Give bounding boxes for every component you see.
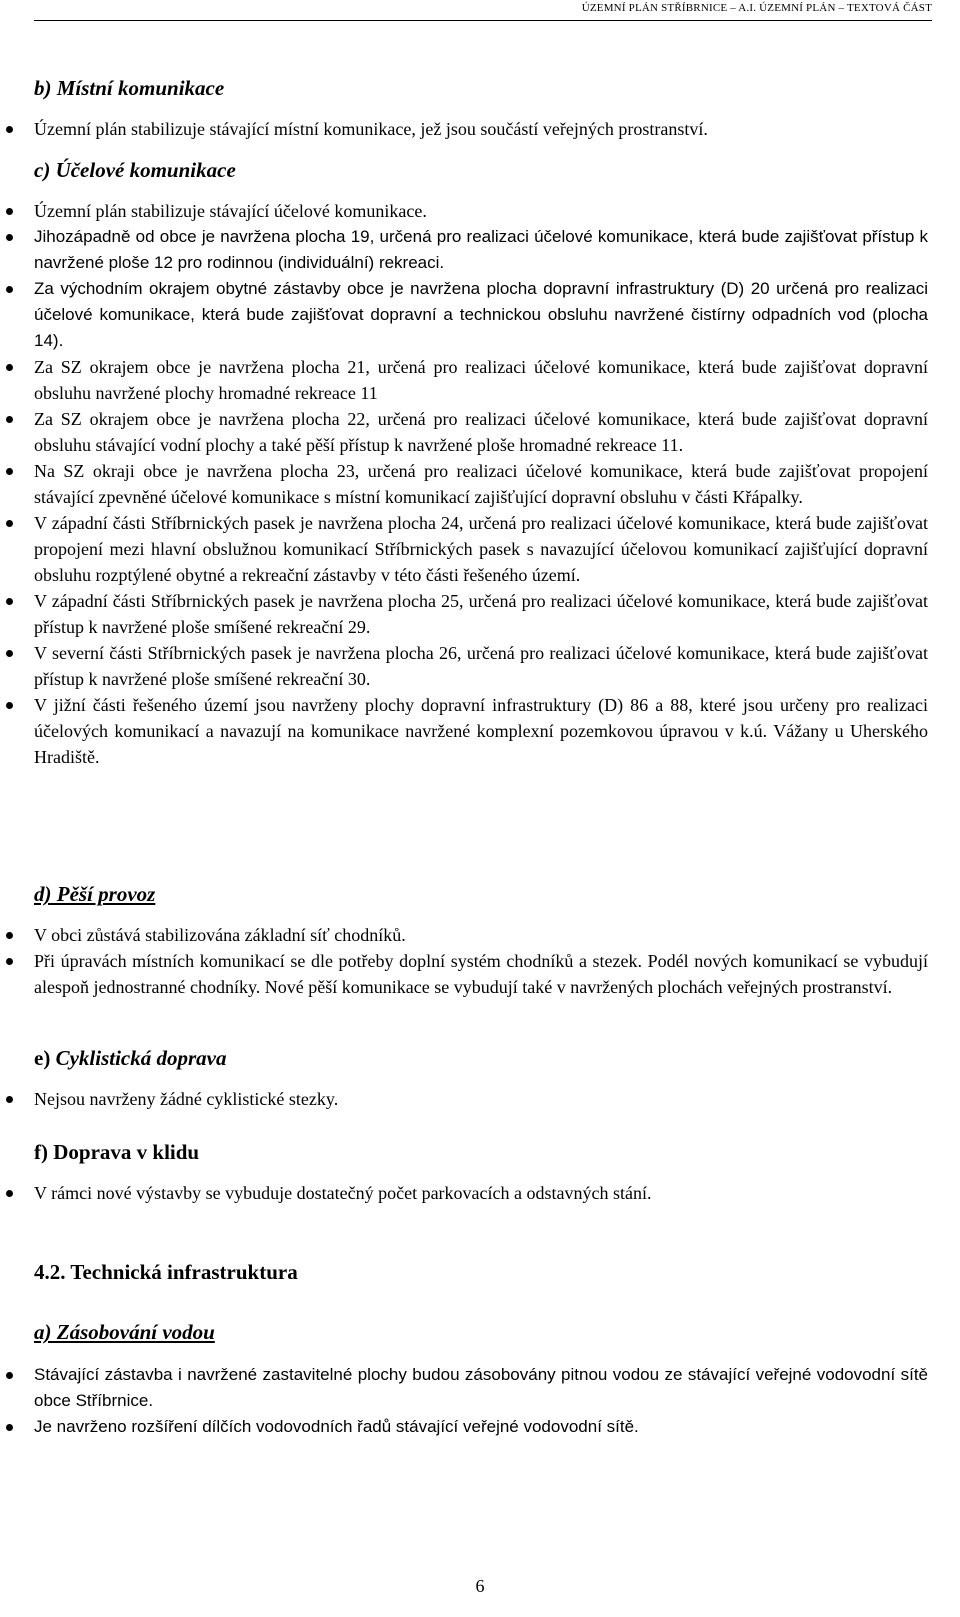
bullet-icon: [6, 416, 13, 423]
list-item: V obci zůstává stabilizována základní síť chodníků.: [34, 922, 928, 948]
bullet-icon: [6, 958, 13, 965]
section-b-title: b) Místní komunikace: [34, 76, 225, 100]
section-tech-title: 4.2. Technická infrastruktura: [34, 1260, 298, 1284]
section-d: [34, 880, 928, 908]
section-water-title: a) Zásobování vodou: [34, 1320, 215, 1344]
section-b: [34, 74, 928, 102]
section-f-title: f) Doprava v klidu: [34, 1140, 200, 1164]
list-item: Nejsou navrženy žádné cyklistické stezky.: [34, 1086, 928, 1112]
list-item: V rámci nové výstavby se vybuduje dostatečný počet parkovacích a odstavných stání.: [34, 1180, 928, 1206]
section-water-list: [34, 1362, 928, 1440]
list-item: Při úpravách místních komunikací se dle potřeby doplní systém chodníků a stezek. Podél nových komunikací se vybudují alespoň jednostranné chodníky. Nové pěší komunikace se vybudují také v navržených plochách veřejných prostranství.: [34, 948, 928, 1000]
bullet-icon: [6, 208, 13, 215]
bullet-icon: [6, 364, 13, 371]
section-c-title: c) Účelové komunikace: [34, 158, 236, 182]
bullet-icon: [6, 126, 13, 133]
section-water: [34, 1318, 928, 1346]
bullet-icon: [6, 932, 13, 939]
section-c-list: [34, 198, 928, 770]
bullet-icon: [6, 1190, 13, 1197]
bullet-icon: [6, 1096, 13, 1103]
list-item: V západní části Stříbrnických pasek je navržena plocha 25, určená pro realizaci účelové komunikace, která bude zajišťovat přístup k navržené ploše smíšené rekreační 29.: [34, 588, 928, 640]
header-rule: [34, 20, 932, 21]
bullet-icon: [6, 1372, 13, 1379]
bullet-icon: [6, 234, 13, 241]
bullet-icon: [6, 1424, 13, 1431]
bullet-icon: [6, 650, 13, 657]
section-e: [34, 1044, 928, 1072]
list-item: Za SZ okrajem obce je navržena plocha 22, určená pro realizaci účelové komunikace, která bude zajišťovat dopravní obsluhu stávající vodní plochy a také pěší přístup k navržené ploše hromadné rekreace 11.: [34, 406, 928, 458]
list-item: Za východním okrajem obytné zástavby obce je navržena plocha dopravní infrastruktury (D) 20 určená pro realizaci účelové komunikace, která bude zajišťovat dopravní a technickou obsluhu navržené čistírny odpadních vod (plocha 14).: [34, 276, 928, 354]
section-e-list: [34, 1086, 928, 1112]
section-f: [34, 1138, 928, 1166]
list-item: Územní plán stabilizuje stávající účelové komunikace.: [34, 198, 928, 224]
list-item: V severní části Stříbrnických pasek je navržena plocha 26, určená pro realizaci účelové komunikace, která bude zajišťovat přístup k navržené ploše smíšené rekreační 30.: [34, 640, 928, 692]
section-c: [34, 156, 928, 184]
section-d-list: [34, 922, 928, 1000]
list-item: V západní části Stříbrnických pasek je navržena plocha 24, určená pro realizaci účelové komunikace, která bude zajišťovat propojení mezi hlavní obslužnou komunikací Stříbrnických pasek s navazující účelovou komunikací zajišťující dopravní obsluhu rozptýlené obytné a rekreační zástavby v této části řešeného území.: [34, 510, 928, 588]
list-item: Stávající zástavba i navržené zastavitelné plochy budou zásobovány pitnou vodou ze stávající veřejné vodovodní sítě obce Stříbrnice.: [34, 1362, 928, 1414]
list-item: Územní plán stabilizuje stávající místní komunikace, jež jsou součástí veřejných prostranství.: [34, 116, 928, 142]
section-d-title: d) Pěší provoz: [34, 882, 156, 906]
bullet-icon: [6, 520, 13, 527]
running-header: ÚZEMNÍ PLÁN STŘÍBRNICE – A.I. ÚZEMNÍ PLÁN – TEXTOVÁ ČÁST: [581, 2, 932, 14]
list-item: Za SZ okrajem obce je navržena plocha 21, určená pro realizaci účelové komunikace, která bude zajišťovat dopravní obsluhu navržené plochy hromadné rekreace 11: [34, 354, 928, 406]
section-b-list: [34, 116, 928, 142]
list-item: Na SZ okraji obce je navržena plocha 23, určená pro realizaci účelové komunikace, která bude zajišťovat propojení stávající zpevněné účelové komunikace s místní komunikací zajišťující dopravní obsluhu v části Křápalky.: [34, 458, 928, 510]
bullet-icon: [6, 598, 13, 605]
list-item: Jihozápadně od obce je navržena plocha 19, určená pro realizaci účelové komunikace, která bude zajišťovat přístup k navržené ploše 12 pro rodinnou (individuální) rekreaci.: [34, 224, 928, 276]
page-number: 6: [475, 1576, 485, 1596]
section-tech: [34, 1258, 928, 1286]
section-e-title: e) Cyklistická doprava: [34, 1046, 227, 1070]
bullet-icon: [6, 286, 13, 293]
section-f-list: [34, 1180, 928, 1206]
list-item: Je navrženo rozšíření dílčích vodovodních řadů stávající veřejné vodovodní sítě.: [34, 1414, 928, 1440]
list-item: V jižní části řešeného území jsou navrženy plochy dopravní infrastruktury (D) 86 a 88, které jsou určeny pro realizaci účelových komunikací a navazují na komunikace navržené komplexní pozemkovou úpravou v k.ú. Vážany u Uherského Hradiště.: [34, 692, 928, 770]
bullet-icon: [6, 702, 13, 709]
bullet-icon: [6, 468, 13, 475]
